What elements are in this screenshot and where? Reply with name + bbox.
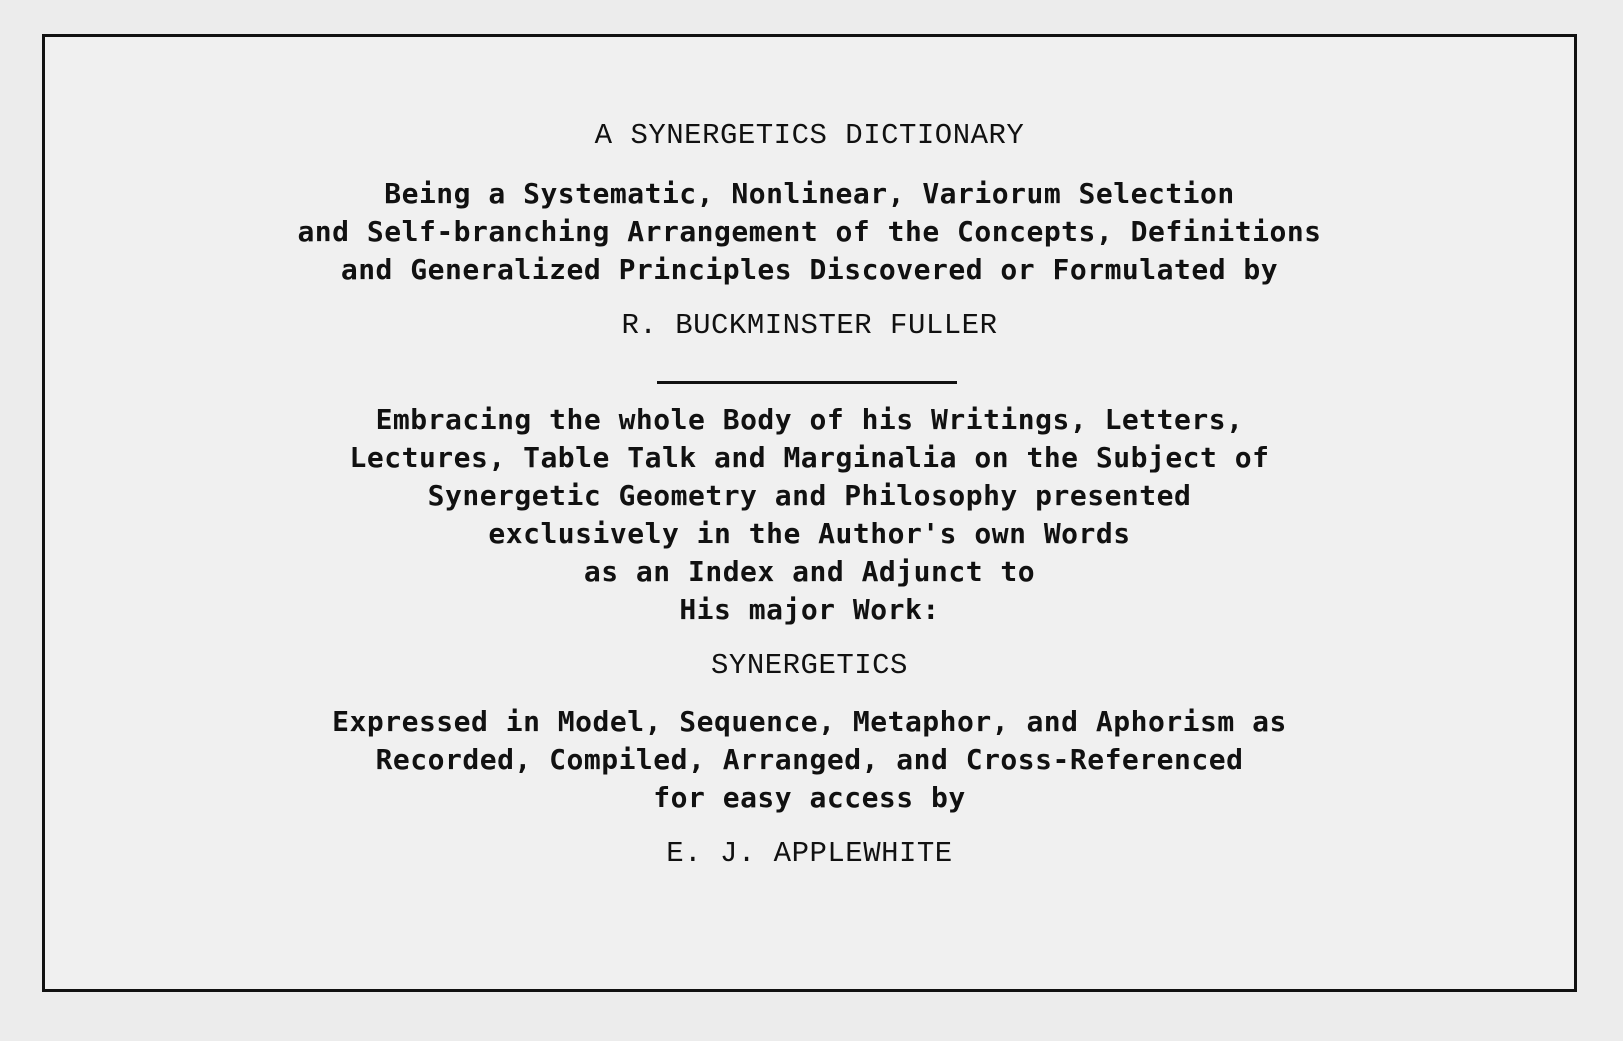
expressed-line-2: Recorded, Compiled, Arranged, and Cross-Referenced bbox=[375, 743, 1244, 776]
author-name: R. BUCKMINSTER FULLER bbox=[621, 309, 998, 342]
embracing-line-2: Lectures, Table Talk and Marginalia on the Subject of bbox=[349, 441, 1270, 474]
title-page-border-frame bbox=[42, 34, 1577, 992]
subtitle-line-2: and Self-branching Arrangement of the Concepts, Definitions bbox=[297, 215, 1322, 248]
embracing-line-4: exclusively in the Author's own Words bbox=[488, 517, 1131, 550]
embracing-line-5: as an Index and Adjunct to bbox=[583, 555, 1036, 588]
embracing-line-3: Synergetic Geometry and Philosophy presented bbox=[427, 479, 1192, 512]
horizontal-divider bbox=[657, 381, 957, 384]
embracing-line-1: Embracing the whole Body of his Writings, Letters, bbox=[375, 403, 1244, 436]
work-title: SYNERGETICS bbox=[711, 649, 908, 682]
subtitle-line-1: Being a Systematic, Nonlinear, Variorum Selection bbox=[384, 177, 1235, 210]
expressed-line-3: for easy access by bbox=[653, 781, 966, 814]
compiler-name: E. J. APPLEWHITE bbox=[666, 837, 953, 870]
dictionary-title: A SYNERGETICS DICTIONARY bbox=[594, 119, 1025, 152]
embracing-line-6: His major Work: bbox=[679, 593, 940, 626]
expressed-line-1: Expressed in Model, Sequence, Metaphor, and Aphorism as bbox=[332, 705, 1287, 738]
subtitle-line-3: and Generalized Principles Discovered or Formulated by bbox=[340, 253, 1279, 286]
